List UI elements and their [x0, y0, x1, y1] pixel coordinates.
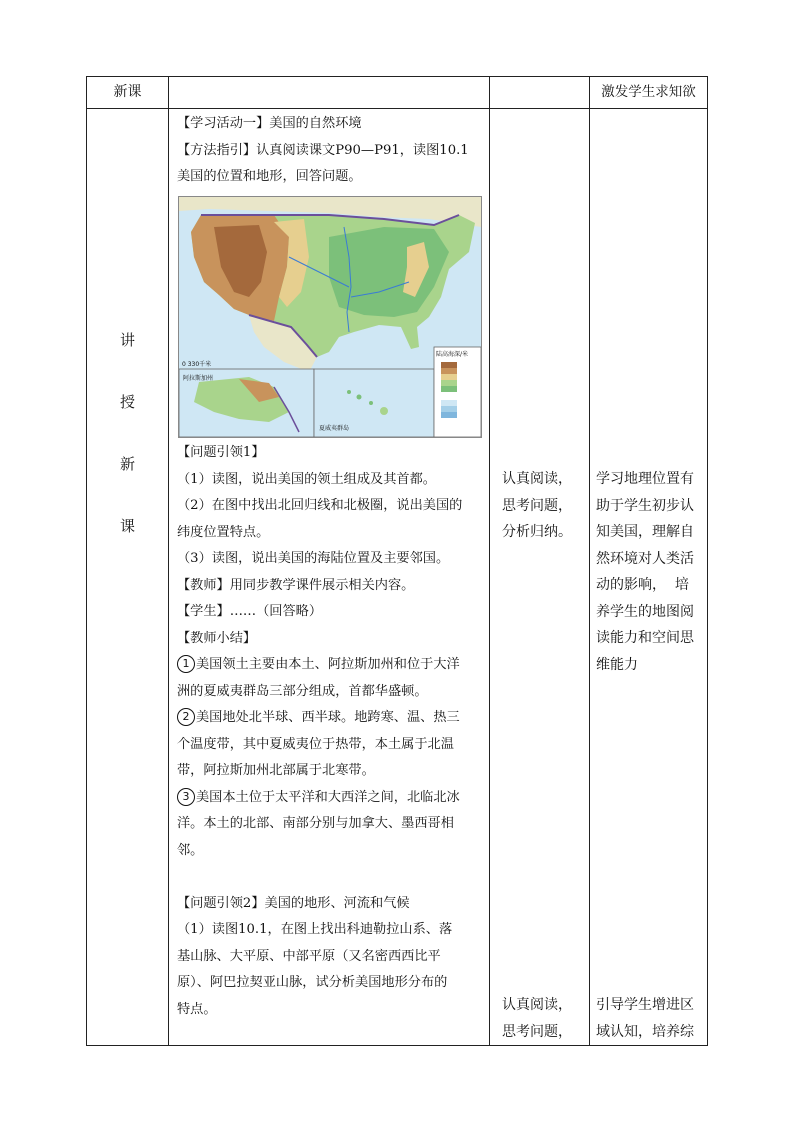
intent-1-line-8: 维能力 — [596, 656, 638, 673]
summary-3c: 邻。 — [177, 842, 204, 858]
activity-block-2 — [502, 992, 588, 1045]
blank-spacer — [177, 864, 487, 891]
student-line: 【学生】……（回答略） — [177, 604, 323, 619]
table-col-divider-2 — [489, 76, 490, 1046]
summary-1a-text: 美国领土主要由本土、阿拉斯加州和位于大洋 — [196, 657, 460, 672]
teacher-line: 【教师】用同步教学课件展示相关内容。 — [177, 577, 415, 593]
summary-2a — [177, 705, 487, 732]
summary-1b: 洲的夏威夷群岛三部分组成，首都华盛顿。 — [177, 683, 428, 699]
intent-1-line-7: 读能力和空间思 — [596, 630, 694, 646]
us-physical-map — [178, 196, 482, 438]
q1-item-1: （1）读图，说出美国的领土组成及其首都。 — [177, 471, 436, 487]
q2-item-1b: 基山脉、大平原、中部平原（又名密西西比平 — [177, 948, 441, 964]
circled-number-2: 2 — [177, 708, 195, 726]
summary-2b: 个温度带，其中夏威夷位于热带，本土属于北温 — [177, 736, 454, 752]
table-border-right — [707, 76, 708, 1046]
intent-2-line-2: 域认知，培养综 — [596, 1023, 694, 1040]
summary-3a — [177, 785, 487, 812]
intent-1-line-1: 学习地理位置有 — [596, 471, 694, 487]
circled-number-1: 1 — [177, 655, 195, 673]
intent-1-line-2: 助于学生初步认 — [596, 497, 694, 514]
table-border-bottom — [86, 1045, 707, 1046]
table-header-divider — [86, 108, 707, 109]
intent-block-1 — [596, 466, 706, 678]
q2-item-1d: 特点。 — [177, 1001, 217, 1017]
header-intent-text: 激发学生求知欲 — [601, 84, 696, 100]
map-svg — [179, 197, 481, 437]
vertical-label — [87, 330, 168, 578]
q2-item-1c: 原）、阿巴拉契亚山脉，试分析美国地形分布的 — [177, 975, 448, 990]
vertical-char-2: 授 — [119, 393, 135, 411]
activity-1-line-1: 认真阅读， — [502, 471, 572, 487]
table-col-divider-3 — [589, 76, 590, 1046]
q1-item-2a: （2）在图中找出北回归线和北极圈，说出美国的 — [177, 498, 463, 513]
header-cell-intent — [590, 76, 707, 108]
hawaii-inset-label: 夏威夷群岛 — [319, 425, 350, 432]
activity-2-line-1: 认真阅读， — [502, 997, 572, 1013]
activity-title: 【学习活动一】美国的自然环境 — [177, 116, 362, 131]
intent-1-line-5: 动的影响， 培 — [596, 577, 689, 593]
map-legend-title: 陆高海深/米 — [436, 351, 469, 358]
summary-1a — [177, 652, 487, 679]
summary-3a-text: 美国本土位于太平洋和大西洋之间，北临北冰 — [196, 789, 460, 805]
content-bottom — [177, 440, 487, 1023]
intent-2-line-1: 引导学生增进区 — [596, 997, 694, 1013]
header-new-lesson-text: 新课 — [113, 84, 142, 100]
alaska-inset-label: 阿拉斯加州 — [183, 375, 214, 382]
q1-title: 【问题引领1】 — [177, 445, 265, 460]
summary-3b: 洋。本土的北部、南部分别与加拿大、墨西哥相 — [177, 816, 454, 831]
header-cell-new-lesson — [87, 76, 168, 108]
activity-1-line-2: 思考问题， — [502, 497, 572, 514]
activity-1-line-3: 分析归纳。 — [502, 524, 572, 540]
intent-1-line-6: 养学生的地图阅 — [596, 603, 694, 620]
vertical-char-1: 讲 — [119, 331, 135, 349]
map-scale: 0 330千米 — [182, 361, 212, 368]
q1-item-2b: 纬度位置特点。 — [177, 524, 270, 540]
q1-item-3: （3）读图，说出美国的海陆位置及主要邻国。 — [177, 551, 450, 566]
vertical-char-4: 课 — [119, 517, 135, 535]
summary-2a-text: 美国地处北半球、西半球。地跨寒、温、热三 — [196, 710, 460, 725]
summary-title: 【教师小结】 — [177, 630, 257, 646]
intent-1-line-3: 知美国，理解自 — [596, 524, 694, 540]
q2-title: 【问题引领2】美国的地形、河流和气候 — [177, 895, 410, 911]
table-col-divider-1 — [168, 76, 169, 1046]
content-top — [177, 111, 487, 191]
intent-1-line-4: 然环境对人类活 — [596, 550, 694, 567]
vertical-char-3: 新 — [119, 455, 135, 473]
activity-2-line-2: 思考问题， — [502, 1023, 572, 1040]
summary-2c: 带，阿拉斯加州北部属于北寒带。 — [177, 763, 375, 778]
method-line-2: 美国的位置和地形，回答问题。 — [177, 169, 362, 184]
method-line-1: 【方法指引】认真阅读课文P90—P91，读图10.1 — [177, 142, 469, 158]
circled-number-3: 3 — [177, 788, 195, 806]
q2-item-1a: （1）读图10.1，在图上找出科迪勒拉山系、落 — [177, 922, 453, 937]
activity-block-1 — [502, 466, 588, 546]
intent-block-2 — [596, 992, 706, 1045]
